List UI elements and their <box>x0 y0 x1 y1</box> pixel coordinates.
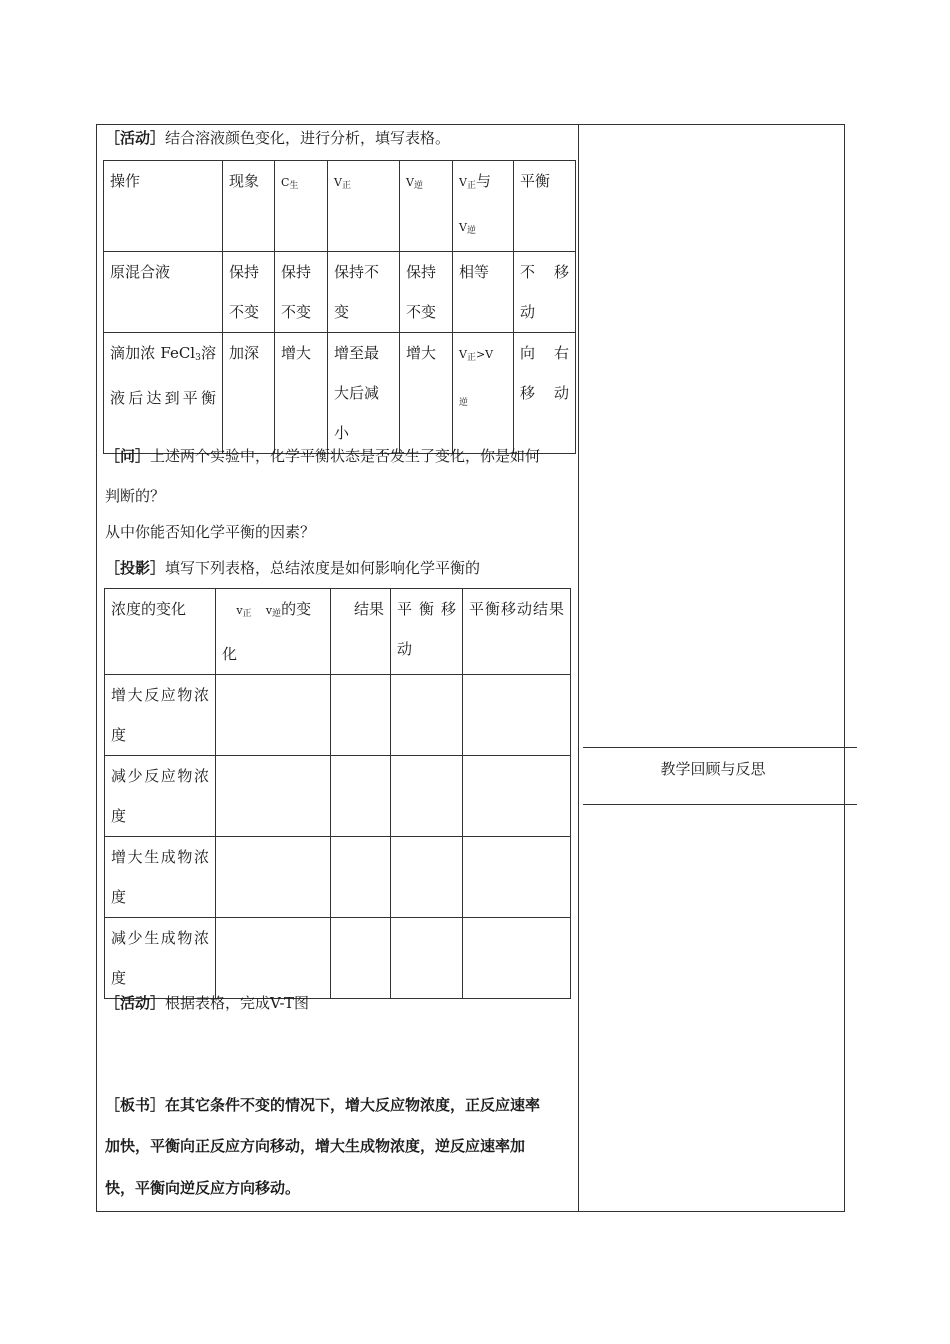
question-tag: ［问］ <box>105 447 151 465</box>
activity-2-line <box>105 993 309 1013</box>
cell: 减少生成物浓度 <box>105 918 216 999</box>
cell: 保持不变 <box>400 252 453 333</box>
table-row <box>104 252 576 333</box>
cell: $V_正>V$ $_逆$ <box>453 333 514 454</box>
cell: 保持不变 <box>328 252 400 333</box>
header-v-forward: $V_正$ <box>328 161 400 252</box>
question-line-3: 从中你能否知化学平衡的因素？ <box>105 523 316 541</box>
header-v-compare: $V_正$与 $V_逆$ <box>453 161 514 252</box>
concentration-table <box>104 588 571 999</box>
header-c-product: $C_生$ <box>275 161 328 252</box>
question-text-1: 上述两个实验中，化学平衡状态是否发生了变化，你是如何 <box>150 447 541 465</box>
header-result: 结果 <box>331 589 391 675</box>
cell: 保持不变 <box>275 252 328 333</box>
projection-line <box>105 558 480 578</box>
board-line-2: 加快，平衡向正反应方向移动，增大生成物浓度，逆反应速率加 <box>105 1137 526 1155</box>
header-operation: 操作 <box>104 161 223 252</box>
cell: 相等 <box>453 252 514 333</box>
projection-tag: ［投影］ <box>105 559 166 577</box>
table-header-row <box>104 161 576 252</box>
cell: 加深 <box>223 333 275 454</box>
column-divider <box>578 124 579 1212</box>
header-rate-change: $v_正$ $v_逆$的变化 <box>216 589 331 675</box>
side-rule-top <box>583 747 857 748</box>
header-shift-result: 平衡移动结果 <box>463 589 571 675</box>
activity-1-text: 结合溶液颜色变化，进行分析，填写表格。 <box>165 129 451 147</box>
cell: 原混合液 <box>104 252 223 333</box>
header-equilibrium: 平衡 <box>514 161 576 252</box>
activity-1-line <box>105 128 450 148</box>
cell: 不 移动 <box>514 252 576 333</box>
board-tag: ［板书］ <box>105 1096 166 1114</box>
empty-cell <box>391 675 463 756</box>
cell: 滴加浓 FeCl$_3$溶液后达到平衡 <box>104 333 223 454</box>
empty-cell <box>331 918 391 999</box>
table-row <box>105 756 571 837</box>
empty-cell <box>391 756 463 837</box>
empty-cell <box>331 675 391 756</box>
observation-table <box>103 160 576 454</box>
board-line-3: 快，平衡向逆反应方向移动。 <box>105 1179 301 1197</box>
empty-cell <box>216 918 331 999</box>
side-rule-bottom <box>583 804 857 805</box>
cell: 增大反应物浓度 <box>105 675 216 756</box>
cell: 减少反应物浓度 <box>105 756 216 837</box>
table2-header-row <box>105 589 571 675</box>
cell: 增大生成物浓度 <box>105 837 216 918</box>
projection-text: 填写下列表格，总结浓度是如何影响化学平衡的 <box>165 559 481 577</box>
cell: 增至最大后减小 <box>328 333 400 454</box>
empty-cell <box>216 756 331 837</box>
empty-cell <box>463 837 571 918</box>
empty-cell <box>391 918 463 999</box>
empty-cell <box>331 756 391 837</box>
board-text-1: 在其它条件不变的情况下，增大反应物浓度，正反应速率 <box>165 1096 541 1114</box>
cell: 增大 <box>400 333 453 454</box>
empty-cell <box>463 675 571 756</box>
header-v-reverse: $V_逆$ <box>400 161 453 252</box>
activity-2-tag: ［活动］ <box>105 994 166 1012</box>
cell: 增大 <box>275 333 328 454</box>
empty-cell <box>331 837 391 918</box>
cell: 向 右移动 <box>514 333 576 454</box>
cell: 保持不变 <box>223 252 275 333</box>
board-line-1 <box>105 1095 540 1115</box>
table-row <box>105 837 571 918</box>
table-row <box>104 333 576 454</box>
reflection-label: 教学回顾与反思 <box>660 760 766 778</box>
header-concentration-change: 浓度的变化 <box>105 589 216 675</box>
header-phenomenon: 现象 <box>223 161 275 252</box>
question-line-2: 判断的？ <box>105 487 166 505</box>
question-line-1 <box>105 446 540 466</box>
empty-cell <box>391 837 463 918</box>
activity-2-text: 根据表格，完成V-T图 <box>165 994 310 1012</box>
empty-cell <box>216 837 331 918</box>
header-shift: 平衡移动 <box>391 589 463 675</box>
empty-cell <box>463 756 571 837</box>
empty-cell <box>463 918 571 999</box>
activity-1-tag: ［活动］ <box>105 129 166 147</box>
table-row <box>105 675 571 756</box>
table-row <box>105 918 571 999</box>
empty-cell <box>216 675 331 756</box>
